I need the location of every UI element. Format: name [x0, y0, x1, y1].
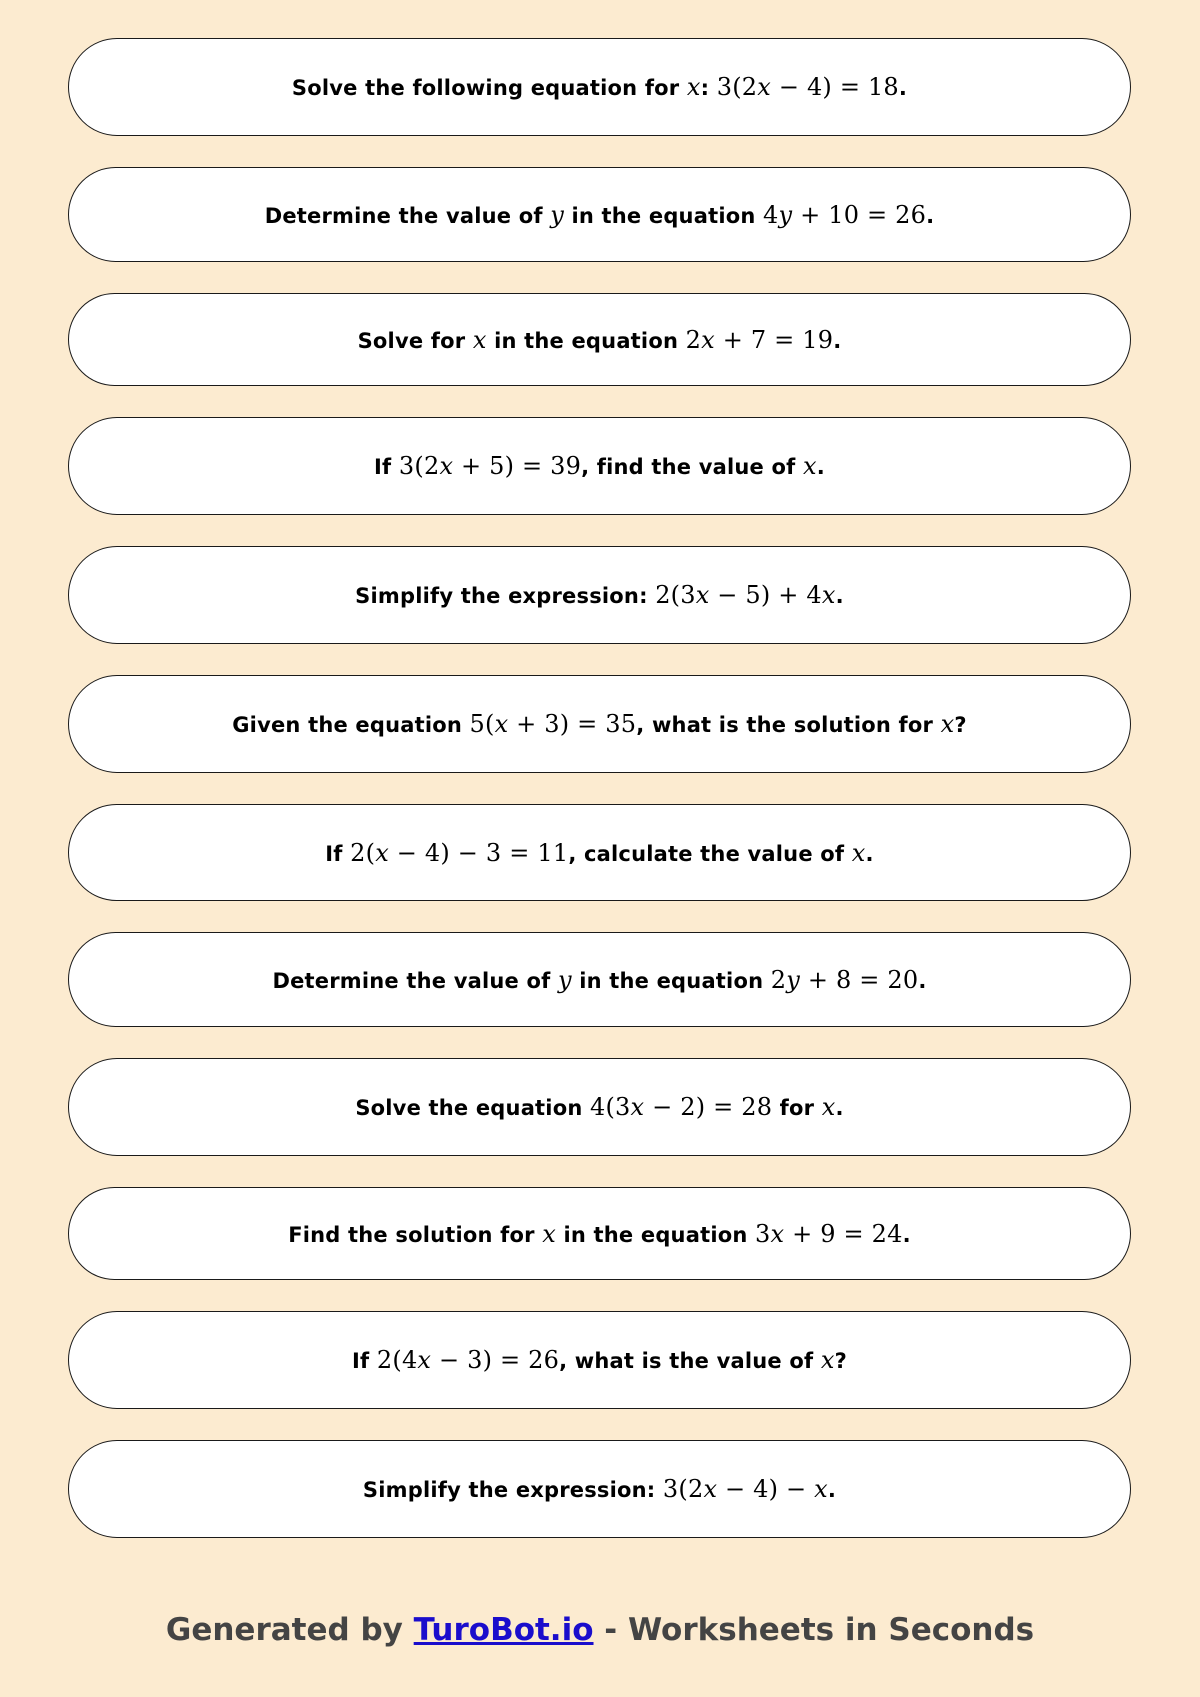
question-words: .	[898, 76, 908, 100]
question-words: ?	[834, 1349, 847, 1373]
math-expression: x	[686, 73, 701, 101]
question-words: in the equation	[486, 328, 686, 353]
question-text	[355, 581, 844, 609]
question-words: If	[352, 1349, 377, 1373]
question-words: in the equation	[555, 1222, 756, 1247]
math-expression: 3(2x − 4) = 18	[716, 73, 899, 101]
question-card	[68, 1440, 1131, 1538]
question-text	[265, 201, 935, 229]
math-expression: x	[940, 710, 955, 738]
question-words: .	[902, 1222, 911, 1247]
question-text	[358, 326, 842, 354]
footer-suffix: - Worksheets in Seconds	[593, 1612, 1035, 1648]
question-words: Simplify the expression:	[355, 584, 656, 608]
question-card	[68, 932, 1131, 1027]
math-expression: x	[851, 838, 866, 867]
math-expression: 3(2x − 4) − x	[662, 1475, 828, 1503]
math-expression: x	[820, 1346, 835, 1374]
question-text	[292, 73, 907, 101]
question-words: Solve the equation	[355, 1096, 590, 1120]
math-expression: 2(3x − 5) + 4x	[655, 581, 836, 609]
question-card	[68, 293, 1131, 386]
question-card	[68, 1311, 1131, 1409]
question-words: Determine the value of	[264, 203, 551, 228]
question-words: .	[865, 841, 874, 866]
question-card	[68, 675, 1131, 773]
question-words: for	[772, 1096, 822, 1120]
turobot-link[interactable]: TuroBot.io	[413, 1612, 594, 1648]
question-words: in the equation	[563, 203, 764, 228]
question-text	[352, 1346, 847, 1374]
question-words: , what is the solution for	[636, 713, 941, 737]
question-words: :	[700, 76, 717, 100]
question-text	[288, 1220, 911, 1248]
question-words: If	[374, 455, 399, 479]
math-expression: x	[803, 452, 817, 480]
math-expression: 2y + 8 = 20	[770, 965, 919, 994]
question-text	[374, 452, 825, 480]
math-expression: 2(4x − 3) = 26	[376, 1346, 560, 1374]
question-card	[68, 167, 1131, 262]
math-expression: 3x + 9 = 24	[755, 1219, 903, 1248]
math-expression: 4y + 10 = 26	[763, 200, 927, 229]
math-expression: 5(x + 3) = 35	[469, 710, 637, 738]
question-words: .	[833, 328, 842, 353]
question-words: Solve the following equation for	[291, 76, 687, 100]
question-card	[68, 1058, 1131, 1156]
math-expression: x	[542, 1219, 556, 1248]
question-card	[68, 38, 1131, 136]
question-words: Find the solution for	[288, 1222, 543, 1247]
math-expression: 2x + 7 = 19	[685, 325, 834, 354]
footer	[0, 1612, 1200, 1648]
question-words: .	[926, 203, 935, 228]
math-expression: y	[550, 200, 564, 229]
math-expression: 2(x − 4) − 3 = 11	[350, 838, 569, 867]
question-words: .	[816, 455, 825, 479]
question-words: Given the equation	[232, 713, 470, 737]
question-words: If	[325, 841, 351, 866]
question-words: , calculate the value of	[568, 841, 852, 866]
question-card	[68, 546, 1131, 644]
question-words: , what is the value of	[559, 1349, 821, 1373]
question-text	[232, 710, 966, 738]
question-card	[68, 417, 1131, 515]
question-words: in the equation	[571, 968, 771, 993]
question-words: .	[835, 584, 844, 608]
footer-prefix: Generated by	[165, 1612, 414, 1648]
question-text	[355, 1093, 843, 1121]
question-words: Solve for	[357, 328, 473, 353]
math-expression: x	[821, 1093, 836, 1121]
question-card	[68, 804, 1131, 901]
math-expression: 3(2x + 5) = 39	[398, 452, 582, 480]
question-text	[325, 839, 873, 867]
question-words: .	[835, 1096, 844, 1120]
question-words: Determine the value of	[272, 968, 558, 993]
question-words: , find the value of	[581, 455, 803, 479]
question-text	[363, 1475, 836, 1503]
math-expression: y	[557, 965, 572, 994]
question-words: .	[827, 1478, 837, 1502]
math-expression: x	[472, 325, 487, 354]
math-expression: 4(3x − 2) = 28	[590, 1093, 773, 1121]
question-text	[272, 966, 926, 994]
question-words: Simplify the expression:	[362, 1478, 663, 1502]
question-words: ?	[954, 713, 967, 737]
question-words: .	[918, 968, 927, 993]
question-card	[68, 1187, 1131, 1280]
